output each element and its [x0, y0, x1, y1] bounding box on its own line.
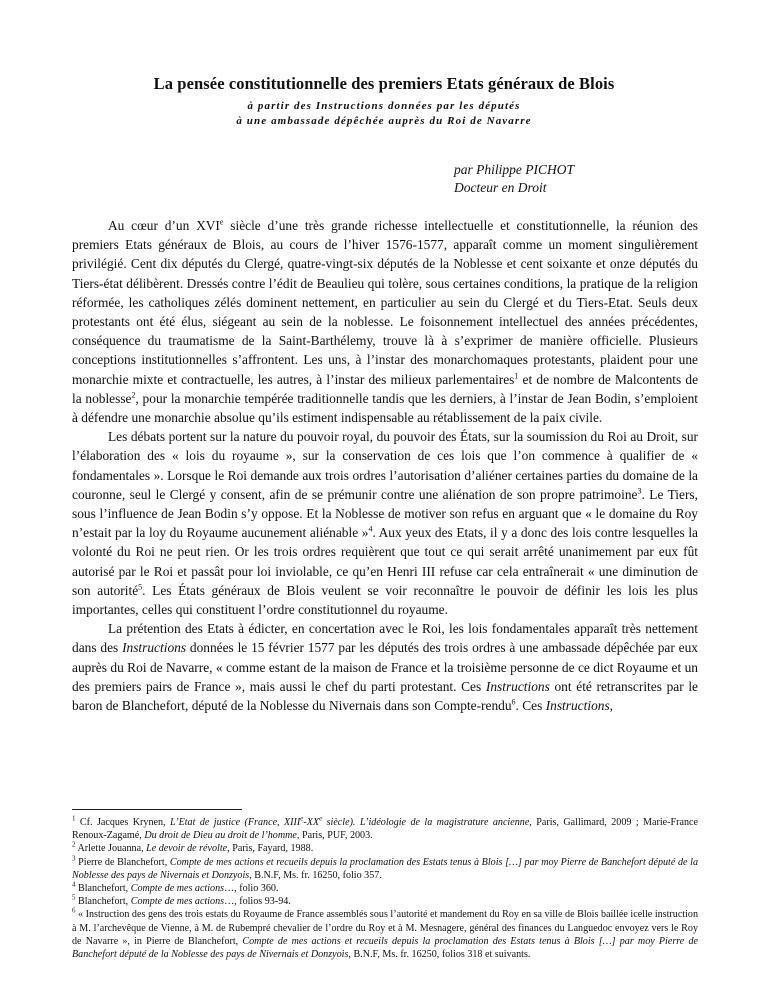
footnote-text: Blanchefort, — [75, 883, 131, 895]
footnote-5 — [72, 895, 698, 908]
subtitle-line-2: à une ambassade dépêchée auprès du Roi de Navarre — [236, 115, 532, 127]
footnote-title: Compte de mes actions et recueils depuis la proclamation des Estats tenus à Blois […] par moy Pierre de Banchefort député de la Noblesse des pays de Nivernais et Donzyois — [72, 935, 698, 961]
footnote-ref-4[interactable]: 4 — [368, 524, 373, 534]
paragraph-3 — [72, 619, 698, 715]
footnote-text: « Instruction des gens des trois estats du Royaume de France assemblés sous l’autorité et mandement du Roy en sa ville de Blois baillée icelle instruction à M. l’archevêque de Vienne, à M. de Rubempré chevalier de l’ordre du Roy et à M. Mesnagere, général des finances du Languedoc envoyez vers le Roy de Navarre », in Pierre de Blanchefort, — [72, 909, 698, 947]
footnote-text: …, folio 360. — [224, 883, 279, 895]
subtitle-line-1: à partir des Instructions données par les députés — [247, 100, 521, 112]
footnote-3 — [72, 856, 698, 882]
footnote-text: Pierre de Blanchefort, — [75, 856, 170, 868]
footnote-2 — [72, 842, 698, 855]
footnote-number: 1 — [72, 814, 76, 823]
footnote-4 — [72, 882, 698, 895]
p1-text-b: siècle d’une très grande richesse intellectuelle et constitutionnelle, la réunion des premiers Etats généraux de Blois, au cours de l’hiver 1576-1577, apparaît comme un moment singulièrement privilégié. Cent dix députés du Clergé, quatre-vingt-six députés de la Noblesse et cent soixante et onze députés du Tiers-état délibèrent. Dressés contre l’édit de Beaulieu qui tolère, sous certaines conditions, la pratique de la religion réformée, les catholiques zélés dominent nettement, en particulier au sein du Clergé et du Tiers-Etat. Seuls deux protestants ont été élus, siégeant au sein de la noblesse. Le foisonnement intellectuel des années précédentes, conséquence du traumatisme de la Saint-Barthélemy, trouve là à s’exprimer de manière officielle. Plusieurs conceptions institutionnelles s’affrontent. Les uns, à l’instar des monarchomaques protestants, plaident pour une monarchie mixte et contractuelle, les autres, à l’instar des milieux parlementaires — [72, 218, 698, 387]
footnote-title: siècle). L’idéologie de la magistrature ancienne — [322, 817, 530, 828]
p3-italic-instructions-3: Instructions — [545, 698, 610, 714]
author-name: par Philippe PICHOT — [454, 162, 574, 177]
p3-italic-instructions-2: Instructions — [485, 678, 550, 694]
footnote-number: 6 — [72, 907, 76, 916]
footnote-text: , Paris, Fayard, 1988. — [227, 843, 314, 855]
p1-text-d: , pour la monarchie tempérée traditionnelle tandis que les derniers, à l’instar de Jean Bodin, s’emploient à défendre une monarchie absolue qu’ils estiment indispensable au rétablissement de la paix civile. — [72, 390, 698, 426]
p3-italic-instructions-1: Instructions — [122, 640, 187, 656]
footnote-number: 4 — [72, 880, 76, 889]
footnote-superscript: e — [300, 814, 304, 823]
footnote-separator — [72, 809, 242, 810]
footnote-text: , B.N.F, Ms. fr. 16250, folios 318 et suivants. — [348, 949, 531, 961]
footnote-title: Compte de mes actions — [130, 883, 225, 895]
footnote-ref-3[interactable]: 3 — [637, 486, 642, 496]
footnote-1 — [72, 816, 698, 842]
footnote-number: 5 — [72, 893, 76, 902]
p3-text-a: La prétention des Etats à édicter, en concertation avec le Roi, les lois fondamentales apparaît très nettement dans des — [72, 621, 698, 656]
p2-text-c: . Aux yeux des Etats, il y a donc des lois contre lesquelles la volonté du Roi ne peut rien. Or les trois ordres requièrent que tout ce qui serait arrêté unanimement par eux fût autorisé par le Roi et passât pour loi inviolable, ce qu’en Henri III refuse car cela entraînerait « une diminution de son autorité — [72, 525, 699, 598]
footnote-title: -XX — [303, 817, 320, 828]
footnote-superscript: e — [319, 814, 323, 823]
author-title: Docteur en Droit — [454, 180, 547, 195]
footnote-text: , Paris, Gallimard, 2009 ; Marie-France Renoux-Zagamé, — [72, 817, 698, 842]
p3-text-d: . Ces — [515, 698, 546, 714]
p3-text-b: données le 15 février 1577 par les députés des trois ordres à une ambassade dépêchée par eux auprès du Roi de Navarre, « comme estant de la maison de France et la troisième personne de ce dict Royaume et un des premiers pairs de France », mais aussi le chef du parti protestant. Ces — [72, 640, 698, 694]
body-text — [72, 216, 698, 715]
footnote-text: …, folios 93-94. — [224, 896, 291, 908]
p1-text-c: et de nombre de Malcontents de la noblesse — [72, 371, 699, 406]
footnote-title: L’Etat de justice (France, XIII — [169, 817, 301, 828]
footnote-text: Blanchefort, — [75, 896, 131, 908]
p2-text-d: . Les États généraux de Blois veulent se voir reconnaître le pouvoir de définir les lois les plus importantes, celles qui constituent l’ordre constitutionnel du royaume. — [72, 582, 698, 618]
footnote-text: Arlette Jouanna, — [75, 843, 147, 855]
p3-text-e: , — [609, 698, 614, 714]
paragraph-2 — [72, 427, 698, 619]
p2-text-a: Les débats portent sur la nature du pouvoir royal, du pouvoir des États, sur la soumission du Roi au Droit, sur l’élaboration des « lois du royaume », sur la conservation de ces lois que l’on commence à qualifier de « fondamentales ». Lorsque le Roi demande aux trois ordres l’autorisation d’aliéner certaines parties du domaine de la couronne, seul le Clergé y consent, afin de se prémunir contre une aliénation de son propre patrimoine — [72, 429, 698, 502]
footnote-text: , B.N.F, Ms. fr. 16250, folio 357. — [249, 869, 382, 881]
paragraph-1 — [72, 216, 698, 427]
footnote-ref-1[interactable]: 1 — [514, 371, 519, 381]
footnote-text: , Paris, PUF, 2003. — [296, 830, 373, 842]
p3-text-c: ont été retranscrites par le baron de Blanchefort, député de la Noblesse du Nivernais dans son Compte-rendu — [72, 678, 698, 714]
footnote-title: Compte de mes actions et recueils depuis la proclamation des Estats tenus à Blois […] par moy Pierre de Banchefort député de la Noblesse des pays de Nivernais et Donzyois — [72, 856, 698, 881]
footnote-title: Le devoir de révolte — [146, 843, 228, 855]
footnote-ref-5[interactable]: 5 — [138, 582, 143, 592]
century-superscript: e — [219, 217, 224, 227]
footnote-ref-6[interactable]: 6 — [511, 697, 516, 707]
footnotes — [72, 816, 698, 961]
footnote-6 — [72, 908, 698, 961]
footnote-ref-2[interactable]: 2 — [131, 390, 136, 400]
footnote-number: 3 — [72, 854, 76, 863]
document-title: La pensée constitutionnelle des premiers Etats généraux de Blois — [153, 74, 615, 93]
footnote-number: 2 — [72, 841, 76, 850]
footnote-text: Cf. Jacques Krynen, — [75, 817, 170, 828]
footnote-title: Compte de mes actions — [130, 896, 225, 908]
p1-text-a: Au cœur d’un XVI — [108, 218, 220, 233]
footnote-title: Du droit de Dieu au droit de l’homme — [144, 830, 297, 842]
p2-text-b: . Le Tiers, sous l’influence de Jean Bodin s’y oppose. Et la Noblesse de motiver son refus en arguant que « le domaine du Roy n’estait par la loy du Royaume aucunement aliénable » — [72, 486, 698, 541]
